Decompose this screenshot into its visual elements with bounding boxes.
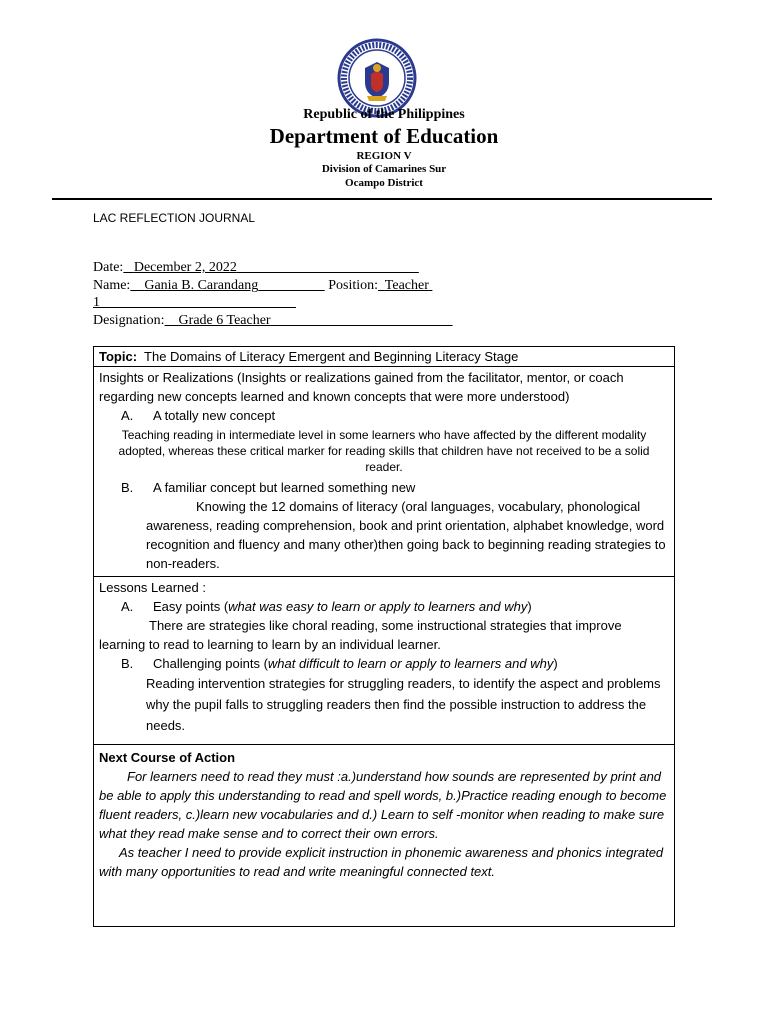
next-action-p1: For learners need to read they must :a.)understand how sounds are represented by print and be able to apply this understanding to read and spell words, b.)Practice reading enough to become fluent readers, c.)learn new vocabularies and d.) Learn to self -monitor when reading to make sure what they read make sense and to correct their own errors. [99, 769, 667, 841]
lesson-a-label: Easy points ( [153, 599, 229, 614]
next-action-heading: Next Course of Action [99, 750, 236, 765]
next-action-p2: As teacher I need to provide explicit instruction in phonemic awareness and phonics integrated with many opportunities to read and write meaningful connected text. [99, 845, 664, 879]
designation-field [93, 312, 453, 329]
lesson-a-italic: what was easy to learn or apply to learners and why [228, 599, 528, 614]
position-value: Teacher [384, 278, 429, 293]
division-heading: Division of Camarines Sur [321, 163, 447, 175]
name-value: Gania B. Carandang [144, 278, 259, 293]
insight-b-label: A familiar concept but learned something new [153, 480, 416, 495]
topic-row [94, 347, 675, 367]
designation-label: Designation: [93, 313, 165, 328]
lesson-b: B. Challenging points (what difficult to learn or apply to learners and why) [121, 656, 558, 671]
date-label: Date: [93, 260, 124, 275]
region-heading: REGION V [356, 150, 412, 162]
insight-b [99, 478, 669, 497]
topic-text: The Domains of Literacy Emergent and Beginning Literacy Stage [144, 349, 519, 364]
designation-value: Grade 6 Teacher [178, 313, 271, 328]
republic-heading: Republic of the Philippines [303, 107, 465, 122]
lesson-a-text: There are strategies like choral reading, some instructional strategies that improve learning to read to learning to learn by an individual learner. [99, 618, 622, 652]
insight-a [99, 406, 669, 425]
date-field [93, 259, 419, 276]
lesson-b-italic: what difficult to learn or apply to learners and why [267, 656, 554, 671]
header-divider [52, 198, 712, 200]
district-heading: Ocampo District [345, 177, 423, 189]
insight-a-label: A totally new concept [153, 408, 276, 423]
insight-b-text: Knowing the 12 domains of literacy (oral languages, vocabulary, phonological awareness, reading comprehension, book and print orientation, alphabet knowledge, word recognition and fluency and many other)then going back to beginning reading strategies to non-readers. [146, 499, 666, 571]
lessons-row [94, 577, 675, 745]
position-value-cont: 1 [93, 295, 100, 310]
reflection-table [93, 346, 675, 927]
insights-heading: Insights or Realizations (Insights or realizations gained from the facilitator, mentor, or coach regarding new concepts learned and known concepts that were more understood) [99, 370, 624, 404]
lesson-b-label: Challenging points ( [153, 656, 268, 671]
insight-b-marker: B. [121, 480, 134, 495]
journal-title: LAC REFLECTION JOURNAL [93, 211, 256, 225]
name-label: Name: [93, 278, 131, 293]
department-heading: Department of Education [269, 124, 499, 148]
insight-a-marker: A. [121, 408, 134, 423]
lesson-a: A. Easy points (what was easy to learn or apply to learners and why) [121, 599, 532, 614]
name-position-field [93, 277, 432, 294]
lessons-heading: Lessons Learned : [99, 580, 206, 595]
insights-row [94, 367, 675, 577]
topic-label: Topic: [99, 349, 138, 364]
lesson-b-text: Reading intervention strategies for struggling readers, to identify the aspect and problems why the pupil falls to struggling readers then find the possible instruction to address the needs. [146, 676, 661, 733]
lesson-a-marker: A. [121, 599, 134, 614]
lesson-b-marker: B. [121, 656, 134, 671]
date-value: December 2, 2022 [133, 260, 237, 275]
position-label: Position: [328, 278, 379, 293]
insight-a-text: Teaching reading in intermediate level in some learners who have affected by the different modality adopted, whereas these critical marker for reading skills that children have not received to be a solid reader. [118, 428, 650, 474]
position-continuation [93, 294, 296, 311]
deped-seal-logo [337, 38, 417, 118]
next-action-row [94, 745, 675, 927]
